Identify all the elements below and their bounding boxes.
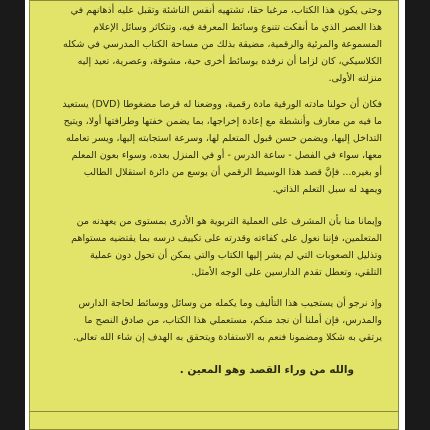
closing-line: والله من وراء القصد وهو المعين . <box>179 364 354 376</box>
paragraph-hope: وإذ نرجو أن يستجيب هذا التأليف وما يكمله من وسائل ووسائط لحاجة الدارس والمدرس، فإن أملنا أن نجد منكم، مستعملي هذا الكتاب، من صادق النصح ما يرتقي به شكلا ومضمونا فنعم به الاستفادة ويتحقق به الهدف إن شاء الله تعالى. <box>73 298 382 343</box>
panel-bottom-rule <box>29 411 399 412</box>
left-dark-margin <box>0 0 25 430</box>
text-body <box>62 2 382 379</box>
right-dark-margin <box>405 0 430 430</box>
paragraph-teacher-role: وإيمانا منا بأن المشرف على العملية التربوية هو الأدرى بمستوى من يعهدنه من المتعلمين، فإننا نعول على كفاءته وقدرته على تكييف درسه بما يقتضيه مستواهم وتذليل الصعوبات التي لم يشر إليها الكتاب والتي يمكن أن تحول دون عملية التلقي، وتعطل تقدم الدارسين على الوجه الأمثل. <box>71 216 382 278</box>
paragraph-intro: وحتى يكون هذا الكتاب، مرغبا حقا، تشتهيه أنفس الناشئة وتقبل عليه أذهانهم في هذا العصر الذي ما أنفكت تتنوع وسائط المعرفة فيه، وتتكاثر وسائل الإعلام المسموعة والمرئية والرقمية، مضيقة بذلك من مساحة الكتاب المدرسي في شكله الكلاسيكي، كان لزاما أن نرفده بوسائط أخرى حية، مشوقة، وعصرية، تعيد إليه منزلته الأولى. <box>63 5 382 84</box>
paragraph-digital-media: فكان أن حولنا مادته الورقية مادة رقمية، ووضعنا له قرصا مضغوطا (DVD) يستعيد ما فيه من معارف وأنشطة مع إعادة إخراجها، بما يضمن خفتها وطرافتها أولا، ويتيح التداخل إليها، ويضمن حسن قبول المتعلم لها، وسرعة استجابته إليها، ويسر تعامله معها، سواء في الفصل - ساعة الدرس - أو في المنزل بعده، وسواء بعون المعلم أو بغيره... فإنَّ قصد هذا الوسيط الرقمي أن يوسع من دائرة استقلال الطالب ويمهد له سبل التعلم الذاتي. <box>62 99 382 195</box>
